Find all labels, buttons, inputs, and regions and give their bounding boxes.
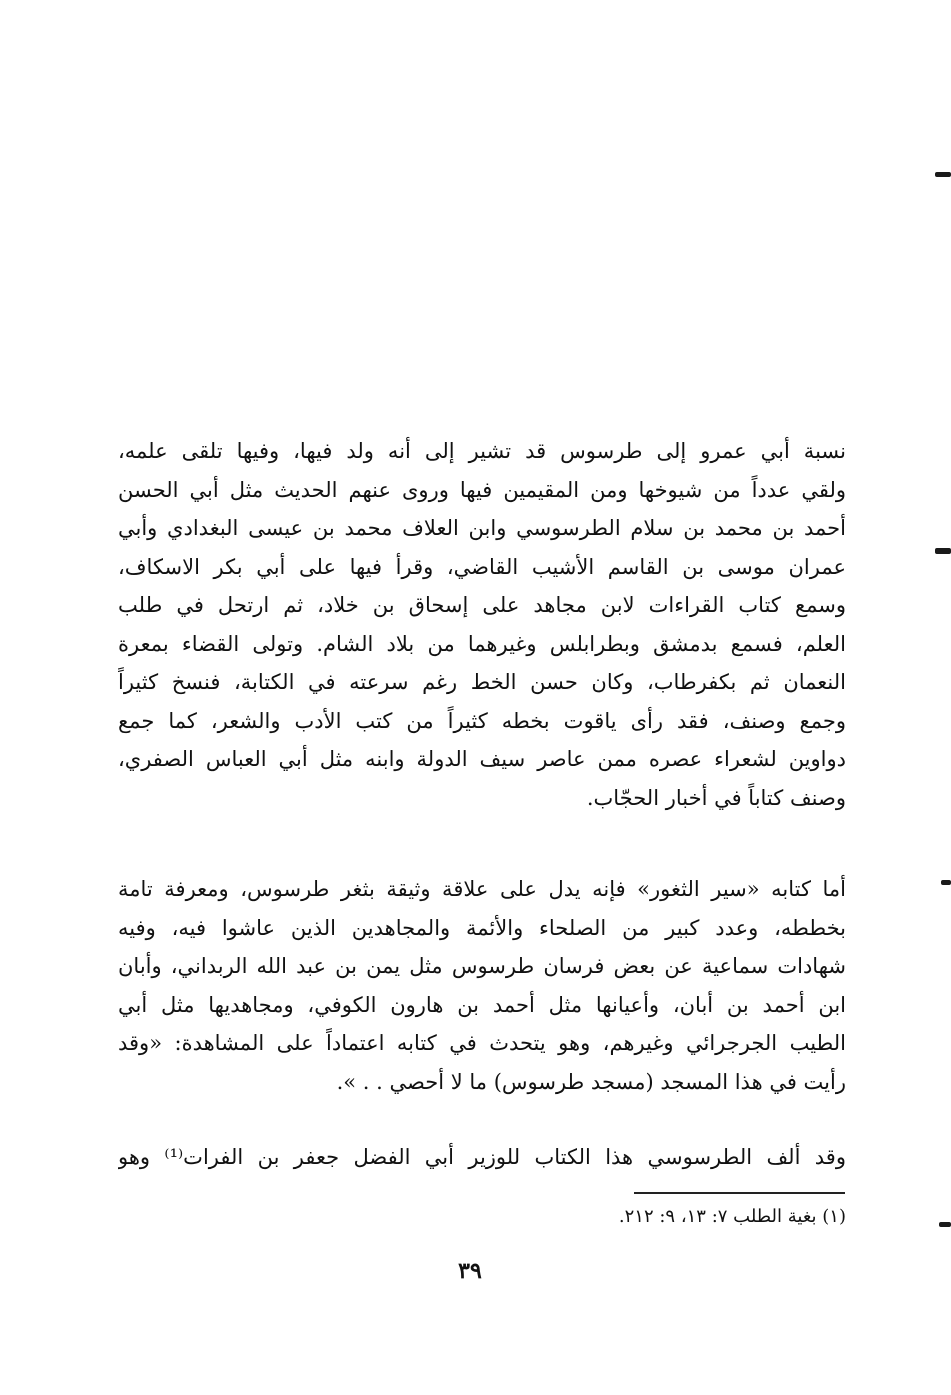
text-line: أما كتابه «سير الثغور» فإنه يدل على علاقة وثيقة بثغر طرسوس، ومعرفة تامة: [118, 877, 846, 901]
text-line: أحمد بن محمد بن سلام الطرسوسي وابن العلاف محمد بن عيسى البغدادي وأبي: [118, 516, 846, 540]
text-line: رأيت في هذا المسجد (مسجد طرسوس) ما لا أحصي . . ».: [336, 1069, 846, 1094]
text-line: وجمع وصنف، فقد رأى ياقوت بخطه كثيراً من كتب الأدب والشعر، كما جمع: [118, 708, 846, 733]
text-line: وصنف كتاباً في أخبار الحجّاب.: [586, 785, 846, 810]
scan-edge-mark: [935, 548, 951, 554]
text-line: الطيب الجرجرائي وغيرهم، وهو يتحدث في كتابه اعتماداً على المشاهدة: «وقد: [118, 1031, 846, 1055]
page-number: ٣٩: [458, 1258, 482, 1284]
text-line: العلم، فسمع بدمشق وبطرابلس وغيرهما من بلاد الشام. وتولى القضاء بمعرة: [118, 631, 846, 656]
text-line: بخططه، وعدد كبير من الصلحاء والأئمة والمجاهدين الذين عاشوا فيه، وفيه: [118, 915, 846, 940]
paragraph-2: [118, 870, 846, 1101]
text-line: ولقي عدداً من شيوخها ومن المقيمين فيها وروى عنهم الحديث مثل أبي الحسن: [118, 477, 846, 502]
scan-edge-mark: [941, 880, 951, 885]
text-line: عمران موسى بن القاسم الأشيب القاضي، وقرأ فيها على أبي بكر الاسكاف،: [118, 554, 846, 579]
scan-edge-mark: [935, 172, 951, 177]
text-line: ابن أحمد بن أبان، وأعيانها مثل أحمد بن هارون الكوفي، ومجاهديها مثل أبي: [118, 992, 846, 1017]
text-line: دواوين لشعراء عصره ممن عاصر سيف الدولة وابنه مثل أبي العباس الصفري،: [118, 747, 846, 771]
scan-edge-mark: [939, 1222, 951, 1227]
text-line: النعمان ثم بكفرطاب، وكان حسن الخط رغم سرعته في الكتابة، فنسخ كثيراً: [118, 670, 846, 694]
text-line: نسبة أبي عمرو إلى طرسوس قد تشير إلى أنه ولد فيها، وفيها تلقى علمه،: [118, 439, 846, 463]
text-line: شهادات سماعية عن بعض فرسان طرسوس مثل يمن بن عبد الله الربداني، وأبان: [118, 954, 846, 978]
text-line: وسمع كتاب القراءات لابن مجاهد على إسحاق بن خلاد، ثم ارتحل في طلب: [118, 593, 846, 617]
paragraph-3: [118, 1138, 846, 1177]
paragraph-1: [118, 432, 846, 817]
footnote-separator: [634, 1192, 845, 1194]
footnote: (١) بغية الطلب ٧: ١٣، ٩: ٢١٢.: [618, 1206, 846, 1227]
text-line: وقد ألف الطرسوسي هذا الكتاب للوزير أبي الفضل جعفر بن الفرات⁽¹⁾ وهو: [118, 1145, 846, 1169]
